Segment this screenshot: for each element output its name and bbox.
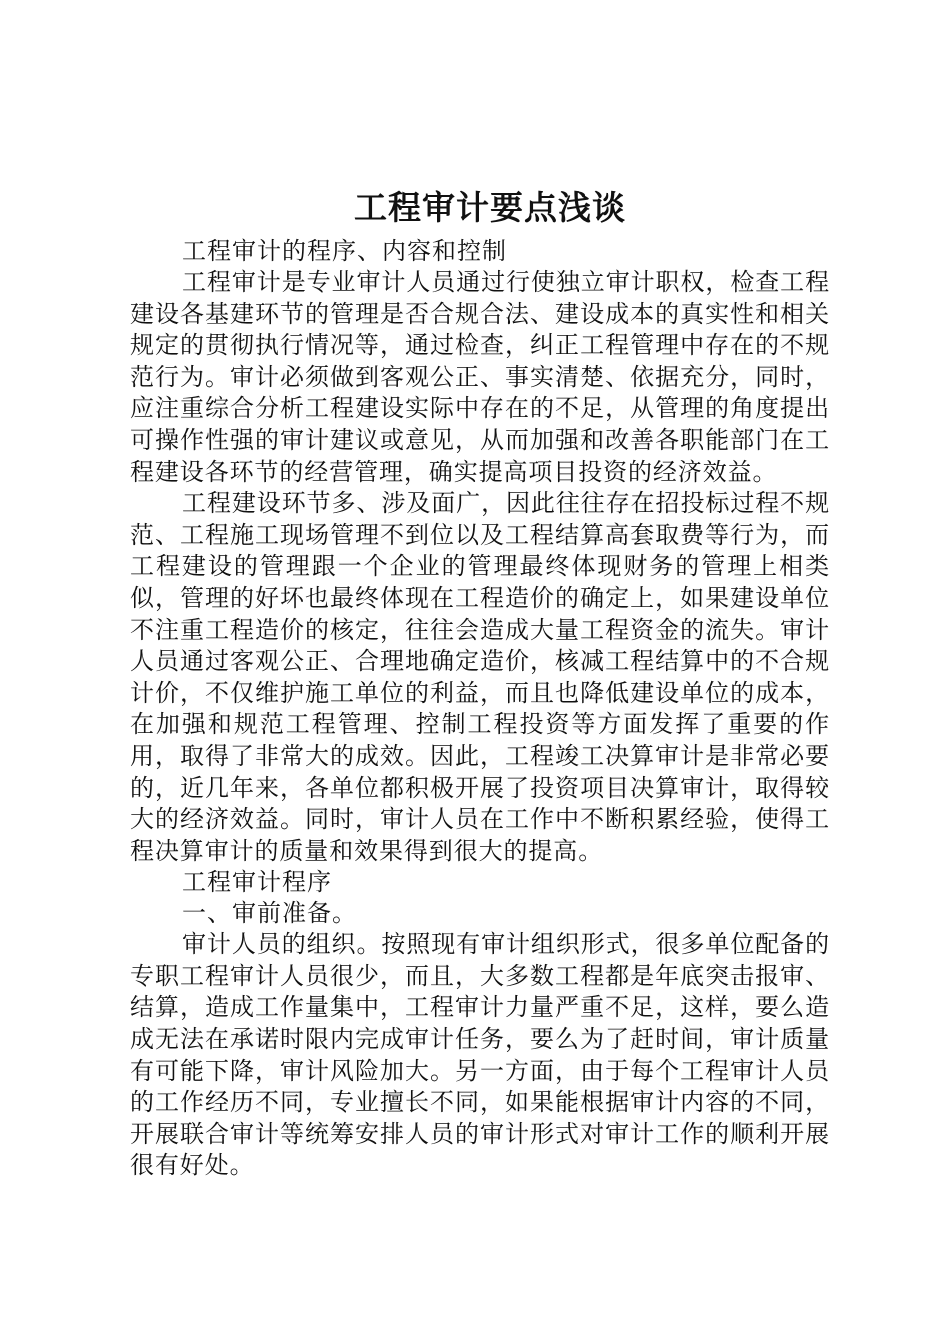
document-title: 工程审计要点浅谈: [354, 188, 626, 227]
document-page: [130, 182, 830, 1182]
section-heading-audit-procedure-content-control: 工程审计的程序、内容和控制: [182, 237, 507, 265]
paragraph-audit-importance: 工程建设环节多、涉及面广，因此往往存在招投标过程不规范、工程施工现场管理不到位以及工程结算高套取费等行为，而工程建设的管理跟一个企业的管理最终体现财务的管理上相类似，管理的好坏也最终体现在工程造价的确定上，如果建设单位不注重工程造价的核定，往往会造成大量工程资金的流失。审计人员通过客观公正、合理地确定造价，核减工程结算中的不合规计价，不仅维护施工单位的利益，而且也降低建设单位的成本，在加强和规范工程管理、控制工程投资等方面发挥了重要的作用，取得了非常大的成效。因此，工程竣工决算审计是非常必要的，近几年来，各单位都积极开展了投资项目决算审计，取得较大的经济效益。同时，审计人员在工作中不断积累经验，使得工程决算审计的质量和效果得到很大的提高。: [130, 489, 830, 865]
paragraph-audit-staff-organization: 审计人员的组织。按照现有审计组织形式，很多单位配备的专职工程审计人员很少，而且，大多数工程都是年底突击报审、结算，造成工作量集中，工程审计力量严重不足，这样，要么造成无法在承诺时限内完成审计任务，要么为了赶时间，审计质量有可能下降，审计风险加大。另一方面，由于每个工程审计人员的工作经历不同，专业擅长不同，如果能根据审计内容的不同，开展联合审计等统筹安排人员的审计形式对审计工作的顺利开展很有好处。: [130, 930, 830, 1180]
section-heading-audit-procedure: 工程审计程序: [182, 868, 332, 897]
section-heading-pre-audit-preparation: 一、审前准备。: [182, 899, 357, 928]
paragraph-audit-definition: 工程审计是专业审计人员通过行使独立审计职权，检查工程建设各基建环节的管理是否合规合法、建设成本的真实性和相关规定的贯彻执行情况等，通过检查，纠正工程管理中存在的不规范行为。审计必须做到客观公正、事实清楚、依据充分，同时，应注重综合分析工程建设实际中存在的不足，从管理的角度提出可操作性强的审计建议或意见，从而加强和改善各职能部门在工程建设各环节的经营管理，确实提高项目投资的经济效益。: [130, 268, 830, 486]
